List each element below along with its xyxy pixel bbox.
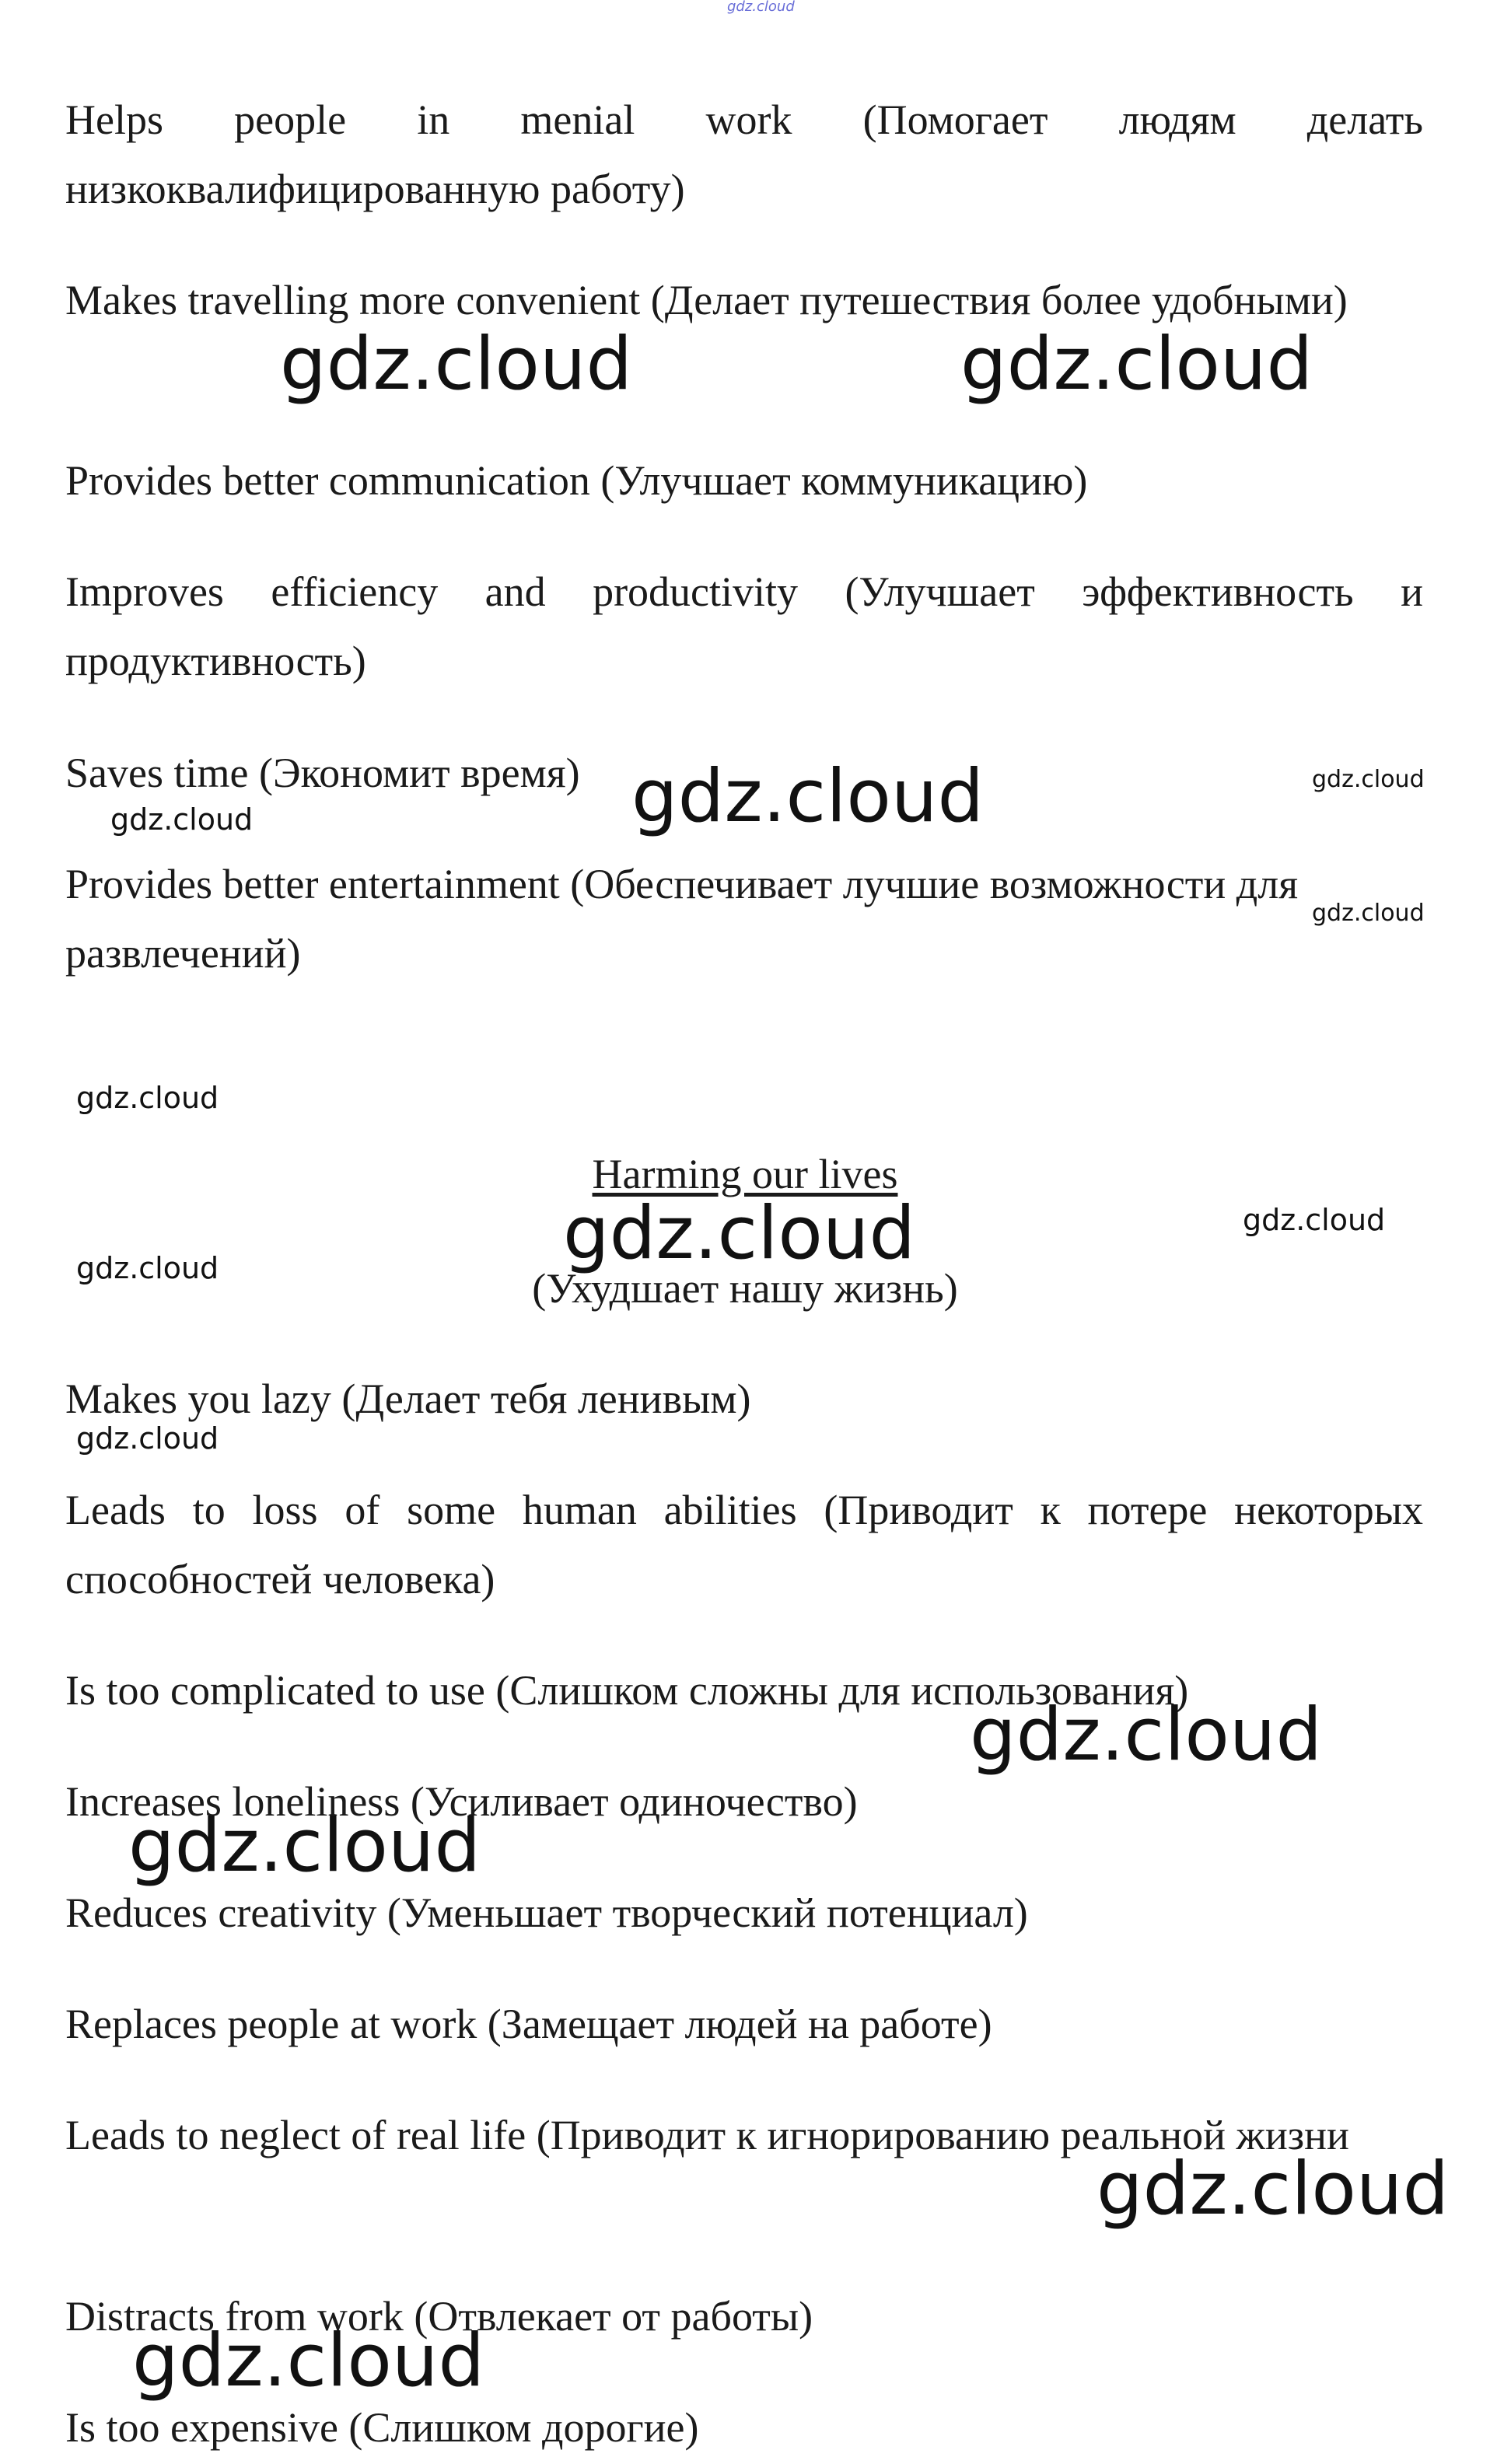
watermark: gdz.cloud: [280, 322, 633, 407]
watermark: gdz.cloud: [1312, 900, 1425, 927]
harm-item: Is too complicated to use (Слишком сложны для использования): [65, 1667, 1189, 1714]
watermark: gdz.cloud: [1243, 1203, 1386, 1237]
watermark: gdz.cloud: [76, 1251, 219, 1285]
watermark: gdz.cloud: [128, 1804, 481, 1889]
harm-item: Is too expensive (Слишком дорогие): [65, 2404, 699, 2451]
benefit-item: Provides better entertainment (Обеспечивает лучшие возможности для развлечений): [65, 861, 1299, 977]
benefit-item: Provides better communication (Улучшает коммуникацию): [65, 457, 1088, 504]
watermark: gdz.cloud: [563, 1191, 916, 1276]
watermark: gdz.cloud: [76, 1081, 219, 1115]
watermark: gdz.cloud: [970, 1693, 1323, 1777]
watermark: gdz.cloud: [76, 1421, 219, 1456]
section-heading-translation: (Ухудшает нашу жизнь): [532, 1265, 958, 1312]
benefit-item: Improves efficiency and productivity (Улучшает эффективность и продуктивность): [65, 568, 1423, 684]
watermark: gdz.cloud: [132, 2319, 485, 2403]
watermark: gdz.cloud: [631, 754, 985, 839]
watermark: gdz.cloud: [1312, 766, 1425, 793]
watermark: gdz.cloud: [110, 802, 254, 837]
harm-item: Reduces creativity (Уменьшает творческий потенциал): [65, 1889, 1028, 1936]
benefit-item: Saves time (Экономит время): [65, 750, 580, 796]
benefit-item: Helps people in menial work (Помогает людям делать низкоквалифицированную работу): [65, 96, 1423, 212]
benefit-item: Makes travelling more convenient (Делает путешествия более удобными): [65, 277, 1348, 323]
harm-item: Leads to neglect of real life (Приводит к игнорированию реальной жизни: [65, 2112, 1349, 2158]
harm-item: Distracts from work (Отвлекает от работы): [65, 2293, 813, 2340]
harm-item: Replaces people at work (Замещает людей на работе): [65, 2001, 992, 2047]
harm-item: Increases loneliness (Усиливает одиночество): [65, 1778, 858, 1825]
top-watermark: gdz.cloud: [727, 0, 795, 15]
watermark: gdz.cloud: [960, 322, 1313, 407]
harm-item: Leads to loss of some human abilities (Приводит к потере некоторых способностей человека): [65, 1487, 1423, 1602]
watermark: gdz.cloud: [1097, 2147, 1450, 2232]
section-heading-text: Harming our lives: [592, 1151, 898, 1197]
harm-item: Makes you lazy (Делает тебя ленивым): [65, 1375, 751, 1422]
